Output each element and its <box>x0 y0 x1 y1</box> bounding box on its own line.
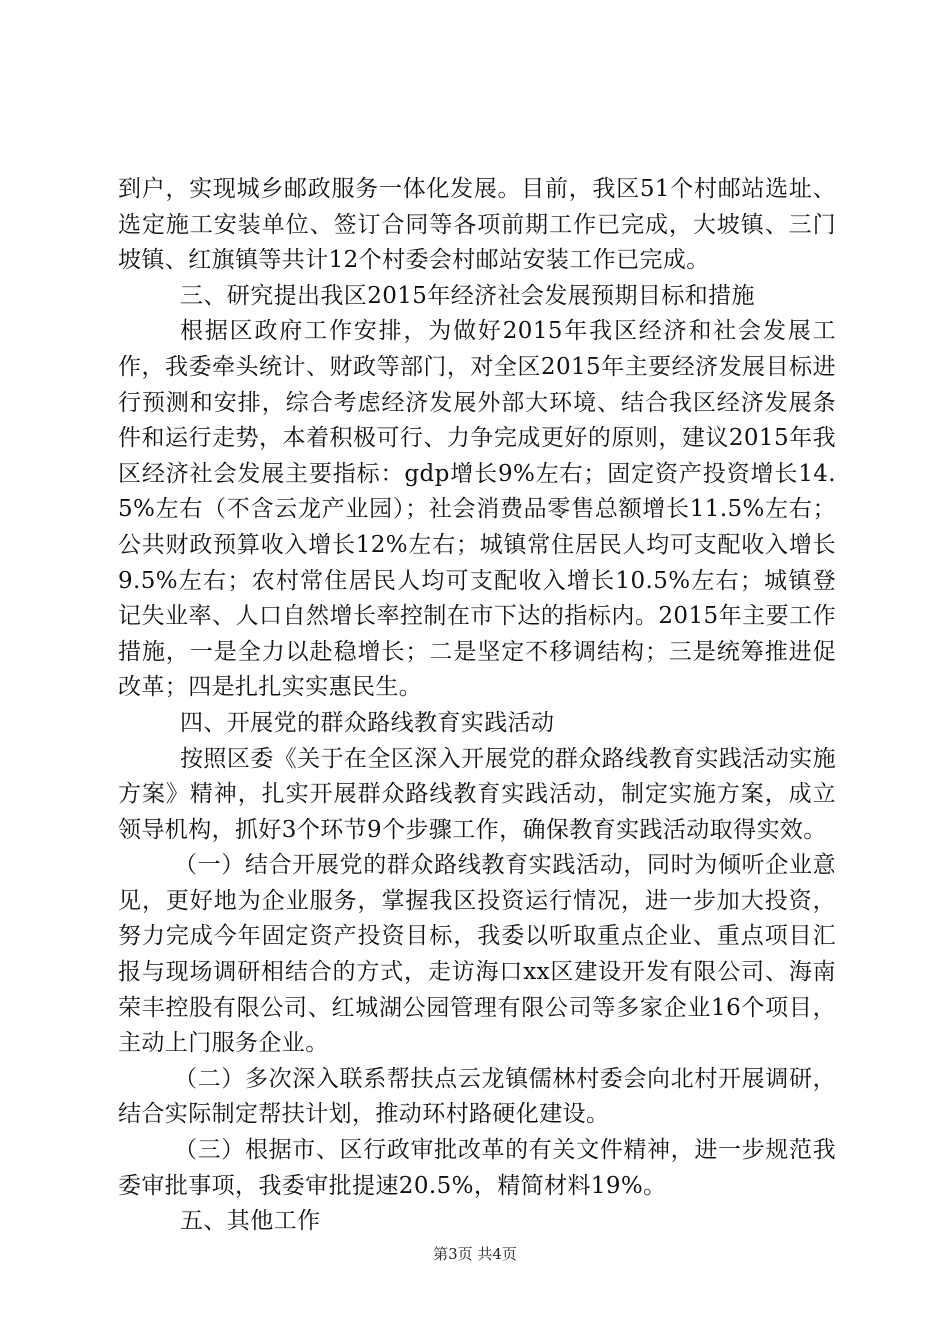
page-footer: 第3页 共4页 <box>433 1245 517 1263</box>
paragraph-education-activity: 按照区委《关于在全区深入开展党的群众路线教育实践活动实施方案》精神，扎实开展群众路线教育实践活动，制定实施方案，成立领导机构，抓好3个环节9个步骤工作，确保教育实践活动取得实效。 <box>118 745 836 843</box>
paragraph-item-one: （一）结合开展党的群众路线教育实践活动，同时为倾听企业意见，更好地为企业服务，掌握我区投资运行情况，进一步加大投资，努力完成今年固定资产投资目标，我委以听取重点企业、重点项目汇报与现场调研相结合的方式，走访海口xx区建设开发有限公司、海南荣丰控股有限公司、红城湖公园管理有限公司等多家企业16个项目，主动上门服务企业。 <box>118 852 836 1057</box>
document-body <box>118 172 836 1240</box>
paragraph-continuation: 到户，实现城乡邮政服务一体化发展。目前，我区51个村邮站选址、选定施工安装单位、签订合同等各项前期工作已完成，大坡镇、三门坡镇、红旗镇等共计12个村委会村邮站安装工作已完成。 <box>118 176 836 274</box>
paragraph-item-three: （三）根据市、区行政审批改革的有关文件精神，进一步规范我委审批事项，我委审批提速20.5%，精简材料19%。 <box>118 1137 836 1199</box>
section-heading-four: 四、开展党的群众路线教育实践活动 <box>180 709 555 736</box>
section-heading-five: 五、其他工作 <box>180 1208 321 1235</box>
paragraph-item-two: （二）多次深入联系帮扶点云龙镇儒林村委会向北村开展调研，结合实际制定帮扶计划，推动环村路硬化建设。 <box>118 1065 836 1128</box>
section-heading-three: 三、研究提出我区2015年经济社会发展预期目标和措施 <box>180 282 755 309</box>
paragraph-targets: 根据区政府工作安排，为做好2015年我区经济和社会发展工作，我委牵头统计、财政等部门，对全区2015年主要经济发展目标进行预测和安排，综合考虑经济发展外部大环境、结合我区经济发展条件和运行走势，本着积极可行、力争完成更好的原则，建议2015年我区经济社会发展主要指标：gdp增长9%左右；固定资产投资增长14.5%左右（不含云龙产业园）；社会消费品零售总额增长11.5%左右；公共财政预算收入增长12%左右；城镇常住居民人均可支配收入增长9.5%左右；农村常住居民人均可支配收入增长10.5%左右；城镇登记失业率、人口自然增长率控制在市下达的指标内。2015年主要工作措施，一是全力以赴稳增长；二是坚定不移调结构；三是统筹推进促改革；四是扎扎实实惠民生。 <box>118 318 836 701</box>
